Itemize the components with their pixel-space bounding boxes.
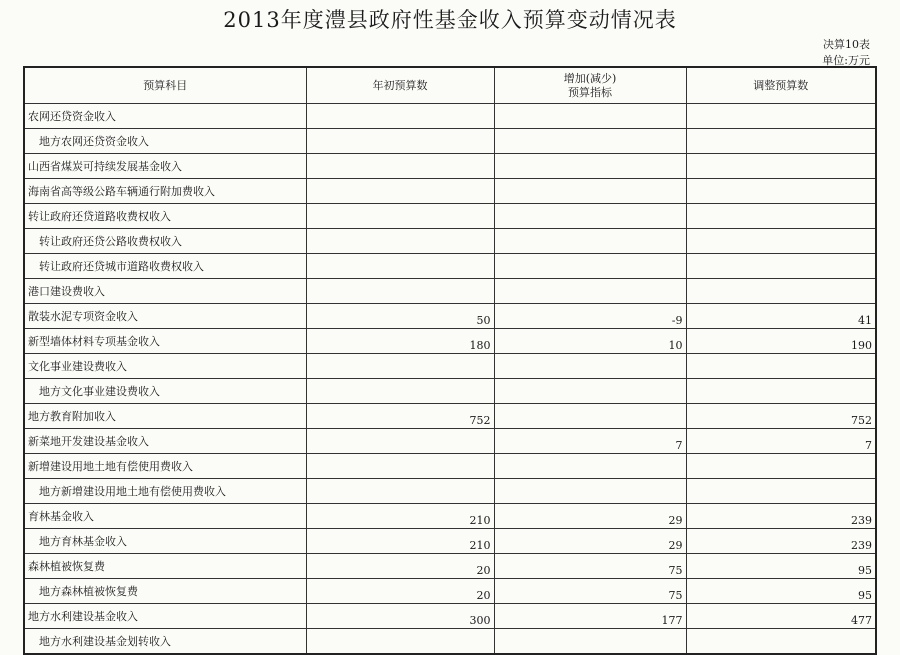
- row-name-cell: 海南省高等级公路车辆通行附加费收入: [24, 179, 306, 204]
- table-row: [24, 404, 876, 429]
- adjusted-budget-cell: [686, 254, 876, 279]
- initial-budget-cell: 210: [306, 504, 494, 529]
- table-row: [24, 554, 876, 579]
- table-row: [24, 229, 876, 254]
- change-cell: 29: [494, 529, 686, 554]
- change-cell: 7: [494, 429, 686, 454]
- table-row: [24, 454, 876, 479]
- row-name-cell: 转让政府还贷城市道路收费权收入: [24, 254, 306, 279]
- row-name-cell: 地方新增建设用地土地有偿使用费收入: [24, 479, 306, 504]
- initial-budget-cell: 210: [306, 529, 494, 554]
- initial-budget-cell: [306, 179, 494, 204]
- adjusted-budget-cell: [686, 354, 876, 379]
- change-cell: [494, 379, 686, 404]
- adjusted-budget-cell: [686, 379, 876, 404]
- row-name-cell: 地方农网还贷资金收入: [24, 129, 306, 154]
- adjusted-budget-cell: 239: [686, 504, 876, 529]
- change-cell: 177: [494, 604, 686, 629]
- adjusted-budget-cell: [686, 179, 876, 204]
- initial-budget-cell: 752: [306, 404, 494, 429]
- adjusted-budget-cell: 95: [686, 579, 876, 604]
- table-row: [24, 104, 876, 129]
- table-row: [24, 604, 876, 629]
- adjusted-budget-cell: [686, 479, 876, 504]
- header-change-line2: 预算指标: [568, 85, 612, 99]
- row-name-cell: 散装水泥专项资金收入: [24, 304, 306, 329]
- initial-budget-cell: 300: [306, 604, 494, 629]
- row-name-cell: 地方文化事业建设费收入: [24, 379, 306, 404]
- adjusted-budget-cell: 752: [686, 404, 876, 429]
- initial-budget-cell: [306, 154, 494, 179]
- table-row: [24, 429, 876, 454]
- unit-label: 单位:万元: [822, 54, 870, 67]
- table-row: [24, 529, 876, 554]
- initial-budget-cell: [306, 229, 494, 254]
- header-row: [24, 67, 876, 104]
- adjusted-budget-cell: [686, 454, 876, 479]
- table-row: [24, 479, 876, 504]
- change-cell: 10: [494, 329, 686, 354]
- change-cell: [494, 129, 686, 154]
- row-name-cell: 地方教育附加收入: [24, 404, 306, 429]
- adjusted-budget-cell: [686, 129, 876, 154]
- change-cell: [494, 629, 686, 655]
- adjusted-budget-cell: 477: [686, 604, 876, 629]
- initial-budget-cell: [306, 254, 494, 279]
- change-cell: [494, 454, 686, 479]
- adjusted-budget-cell: 41: [686, 304, 876, 329]
- table-row: [24, 254, 876, 279]
- table-row: [24, 329, 876, 354]
- row-name-cell: 转让政府还贷公路收费权收入: [24, 229, 306, 254]
- adjusted-budget-cell: [686, 629, 876, 655]
- change-cell: [494, 204, 686, 229]
- initial-budget-cell: [306, 479, 494, 504]
- table-row: [24, 179, 876, 204]
- change-cell: [494, 479, 686, 504]
- initial-budget-cell: [306, 129, 494, 154]
- table-row: [24, 354, 876, 379]
- row-name-cell: 新增建设用地土地有偿使用费收入: [24, 454, 306, 479]
- change-cell: 29: [494, 504, 686, 529]
- row-name-cell: 转让政府还贷道路收费权收入: [24, 204, 306, 229]
- budget-table: [23, 66, 877, 655]
- row-name-cell: 农网还贷资金收入: [24, 104, 306, 129]
- change-cell: 75: [494, 579, 686, 604]
- change-cell: -9: [494, 304, 686, 329]
- header-change: [494, 67, 686, 104]
- table-row: [24, 304, 876, 329]
- initial-budget-cell: 180: [306, 329, 494, 354]
- table-row: [24, 204, 876, 229]
- row-name-cell: 育林基金收入: [24, 504, 306, 529]
- adjusted-budget-cell: [686, 104, 876, 129]
- row-name-cell: 新型墙体材料专项基金收入: [24, 329, 306, 354]
- header-initial: 年初预算数: [306, 67, 494, 104]
- row-name-cell: 港口建设费收入: [24, 279, 306, 304]
- initial-budget-cell: [306, 454, 494, 479]
- change-cell: [494, 179, 686, 204]
- row-name-cell: 地方森林植被恢复费: [24, 579, 306, 604]
- row-name-cell: 地方水利建设基金划转收入: [24, 629, 306, 655]
- adjusted-budget-cell: 190: [686, 329, 876, 354]
- table-row: [24, 504, 876, 529]
- initial-budget-cell: [306, 379, 494, 404]
- initial-budget-cell: 20: [306, 554, 494, 579]
- row-name-cell: 山西省煤炭可持续发展基金收入: [24, 154, 306, 179]
- initial-budget-cell: [306, 629, 494, 655]
- adjusted-budget-cell: [686, 229, 876, 254]
- table-row: [24, 629, 876, 655]
- initial-budget-cell: [306, 429, 494, 454]
- header-adjusted: 调整预算数: [686, 67, 876, 104]
- table-number: 决算10表: [823, 38, 870, 51]
- adjusted-budget-cell: 239: [686, 529, 876, 554]
- header-subject: 预算科目: [24, 67, 306, 104]
- table-row: [24, 279, 876, 304]
- page-title: 2013年度澧县政府性基金收入预算变动情况表: [223, 8, 677, 32]
- initial-budget-cell: [306, 104, 494, 129]
- header-change-line1: 增加(减少): [563, 71, 617, 85]
- row-name-cell: 新菜地开发建设基金收入: [24, 429, 306, 454]
- initial-budget-cell: 20: [306, 579, 494, 604]
- change-cell: 75: [494, 554, 686, 579]
- table-row: [24, 129, 876, 154]
- change-cell: [494, 229, 686, 254]
- change-cell: [494, 154, 686, 179]
- adjusted-budget-cell: [686, 154, 876, 179]
- initial-budget-cell: 50: [306, 304, 494, 329]
- adjusted-budget-cell: [686, 204, 876, 229]
- initial-budget-cell: [306, 354, 494, 379]
- initial-budget-cell: [306, 279, 494, 304]
- adjusted-budget-cell: 7: [686, 429, 876, 454]
- change-cell: [494, 104, 686, 129]
- row-name-cell: 森林植被恢复费: [24, 554, 306, 579]
- table-row: [24, 154, 876, 179]
- change-cell: [494, 404, 686, 429]
- change-cell: [494, 354, 686, 379]
- row-name-cell: 地方水利建设基金收入: [24, 604, 306, 629]
- table-row: [24, 379, 876, 404]
- adjusted-budget-cell: [686, 279, 876, 304]
- initial-budget-cell: [306, 204, 494, 229]
- row-name-cell: 地方育林基金收入: [24, 529, 306, 554]
- table-row: [24, 579, 876, 604]
- change-cell: [494, 254, 686, 279]
- adjusted-budget-cell: 95: [686, 554, 876, 579]
- change-cell: [494, 279, 686, 304]
- row-name-cell: 文化事业建设费收入: [24, 354, 306, 379]
